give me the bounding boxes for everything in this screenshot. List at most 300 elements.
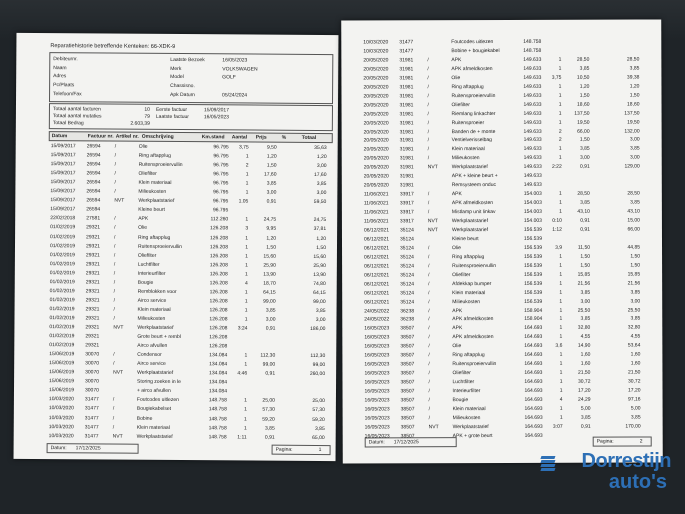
totals-label: Totaal aantal mutaties bbox=[52, 113, 102, 120]
table-cell: 156.539 bbox=[523, 235, 543, 242]
table-cell: / bbox=[428, 379, 430, 386]
table-cell: 1 bbox=[559, 414, 563, 421]
table-cell: Klein materiaal bbox=[137, 306, 171, 313]
table-cell: Foutcodes uitlezen bbox=[136, 397, 179, 404]
table-cell: 1 bbox=[559, 208, 562, 215]
table-cell: 1 bbox=[559, 325, 563, 332]
table-cell: / bbox=[427, 146, 430, 153]
table-cell: Interieurfilter bbox=[137, 270, 166, 277]
table-cell: 24,29 bbox=[578, 396, 591, 403]
table-cell: / bbox=[428, 316, 430, 323]
table-cell: 149.633 bbox=[523, 56, 542, 63]
table-cell: 3,00 bbox=[316, 190, 327, 197]
table-cell: 1,20 bbox=[629, 83, 640, 90]
table-cell: 10/03/2020 bbox=[363, 48, 389, 55]
table-cell: 31981 bbox=[399, 164, 414, 171]
table-cell: 26594 bbox=[86, 206, 101, 213]
table-cell: APK bbox=[451, 191, 462, 198]
table-cell: 156.539 bbox=[524, 280, 543, 287]
table-cell: 31981 bbox=[399, 110, 414, 117]
table-cell: 38507 bbox=[400, 361, 415, 368]
table-cell: 3:07 bbox=[552, 423, 563, 430]
table-cell: 3,00 bbox=[266, 189, 277, 196]
table-cell: 149.633 bbox=[523, 101, 542, 108]
table-cell: 35124 bbox=[400, 298, 415, 305]
table-cell: 20/05/2020 bbox=[363, 155, 389, 162]
table-cell: 01/02/2019 bbox=[49, 342, 75, 349]
table-cell: 35124 bbox=[400, 254, 414, 261]
table-cell: Afdekkap bumper bbox=[452, 280, 492, 287]
table-cell: 134.084 bbox=[209, 361, 228, 368]
table-cell: 96.795 bbox=[213, 180, 229, 187]
table-cell: 06/12/2021 bbox=[363, 236, 390, 243]
table-cell: 148.758 bbox=[208, 424, 227, 431]
table-cell: NVT bbox=[112, 433, 123, 440]
table-cell: 1 bbox=[244, 307, 248, 314]
table-cell: 06/12/2021 bbox=[364, 298, 390, 306]
table-cell: Banden de + monte bbox=[451, 128, 496, 135]
table-cell: 29321 bbox=[86, 233, 100, 240]
table-cell: 43,10 bbox=[627, 208, 640, 215]
table-cell: 20/05/2020 bbox=[363, 182, 389, 189]
table-cell: 3,85 bbox=[629, 65, 640, 72]
table-cell: 148.758 bbox=[523, 47, 542, 54]
table-cell: 3,85 bbox=[630, 289, 641, 296]
table-cell: 1 bbox=[559, 190, 562, 197]
table-cell: 3,00 bbox=[579, 155, 590, 162]
table-cell: 126.208 bbox=[209, 279, 228, 287]
table-cell: 01/02/2019 bbox=[49, 260, 75, 267]
table-cell: 38507 bbox=[400, 325, 415, 332]
table-cell: 3,6 bbox=[555, 343, 563, 350]
table-cell: / bbox=[428, 388, 430, 395]
table-cell: 16/05/2023 bbox=[364, 352, 390, 359]
table-cell: / bbox=[428, 280, 430, 287]
totals-value: 2.603,39 bbox=[130, 120, 150, 127]
table-cell: 01/02/2019 bbox=[49, 296, 75, 304]
table-cell: 37,81 bbox=[313, 226, 327, 233]
table-cell: 134.084 bbox=[208, 379, 228, 386]
table-cell: Werkplaatstarief bbox=[452, 423, 489, 431]
table-cell: Foutcodes uitlezen bbox=[451, 39, 494, 46]
table-cell: 1 bbox=[559, 378, 563, 385]
table-cell: 260,00 bbox=[309, 371, 326, 378]
table-cell: 31981 bbox=[399, 119, 414, 126]
table-cell: APK bbox=[138, 216, 149, 223]
table-cell: 3,85 bbox=[264, 425, 275, 432]
table-cell: 99,00 bbox=[312, 362, 326, 369]
table-cell: 96.795 bbox=[212, 207, 229, 214]
table-cell: 31981 bbox=[399, 173, 414, 180]
table-cell: 1 bbox=[558, 110, 562, 117]
table-cell: 27581 bbox=[86, 215, 101, 222]
table-cell: Ventielverisselbag bbox=[451, 137, 492, 144]
table-cell: 186,00 bbox=[310, 325, 326, 333]
table-cell: 1,60 bbox=[580, 360, 591, 367]
table-cell: / bbox=[428, 352, 430, 359]
table-cell: Ruitensproeiervullin bbox=[452, 262, 497, 269]
table-cell: 16/05/2023 bbox=[364, 415, 390, 422]
table-cell: / bbox=[428, 406, 430, 413]
totals-label: Totaal aantal facturen bbox=[52, 106, 101, 113]
table-cell: 129,00 bbox=[624, 163, 640, 170]
table-cell: Werkplaatstarief bbox=[451, 164, 488, 171]
table-cell: Klein materiaal bbox=[138, 179, 172, 187]
table-cell: 35124 bbox=[400, 245, 414, 252]
table-cell: 29321 bbox=[85, 279, 100, 286]
table-cell: 1 bbox=[559, 280, 563, 287]
table-cell: / bbox=[428, 254, 430, 261]
column-header: Factuur nr. bbox=[87, 133, 114, 140]
table-cell: 10/03/2020 bbox=[363, 39, 389, 46]
table-cell: 38507 bbox=[400, 424, 415, 431]
table-cell: / bbox=[112, 424, 115, 431]
table-cell: 134.084 bbox=[209, 352, 228, 359]
table-cell: 1 bbox=[244, 289, 248, 296]
table-cell: 99,00 bbox=[262, 361, 276, 368]
table-cell: 1 bbox=[245, 171, 249, 178]
table-cell: / bbox=[427, 137, 430, 144]
table-cell: 29321 bbox=[85, 261, 100, 268]
vehicle-label: Pc/Plaats bbox=[53, 82, 75, 89]
table-cell: 16/05/2023 bbox=[364, 343, 390, 350]
table-cell: 66,00 bbox=[627, 226, 640, 233]
table-cell: 10/03/2020 bbox=[48, 396, 74, 403]
report-title: Reparatiehistorie betreffende Kenteken: 66-XDK-9 bbox=[50, 43, 176, 50]
table-cell: 31981 bbox=[399, 66, 414, 73]
table-cell: 38507 bbox=[400, 388, 415, 395]
table-row bbox=[47, 432, 329, 444]
table-cell: 29321 bbox=[85, 342, 100, 349]
table-cell: 16/05/2023 bbox=[364, 424, 390, 431]
table-cell: 29321 bbox=[86, 224, 101, 231]
table-cell: 148.758 bbox=[523, 38, 542, 45]
footer-date-label: Datum: bbox=[368, 439, 385, 446]
table-cell: 28,50 bbox=[577, 190, 590, 197]
table-cell: 149.633 bbox=[523, 83, 542, 90]
table-cell: / bbox=[427, 92, 429, 99]
table-cell: 29321 bbox=[85, 270, 100, 277]
vehicle-right-label: Apk Datum bbox=[170, 91, 195, 98]
table-cell: 126.208 bbox=[209, 334, 228, 341]
table-cell: 15/06/2019 bbox=[49, 378, 75, 385]
table-cell: Werkplaatstarief bbox=[136, 433, 173, 440]
table-cell: 2 bbox=[558, 128, 562, 135]
table-cell: Ring aftapplug bbox=[451, 83, 484, 90]
table-cell: 06/12/2021 bbox=[363, 227, 390, 234]
table-cell: 148.758 bbox=[208, 397, 227, 404]
table-header bbox=[49, 131, 333, 143]
table-cell: 01/02/2019 bbox=[50, 233, 76, 240]
totals-value: 79 bbox=[144, 113, 150, 120]
table-cell: 38507 bbox=[400, 370, 415, 377]
table-cell: 3,00 bbox=[629, 136, 640, 143]
table-cell: 59,50 bbox=[313, 199, 327, 206]
dorrestijn-logo bbox=[541, 450, 671, 500]
table-cell: 3,85 bbox=[580, 289, 591, 296]
table-cell: / bbox=[112, 415, 115, 422]
table-cell: 29321 bbox=[85, 297, 100, 304]
table-cell: 30070 bbox=[84, 387, 99, 394]
table-cell: 31477 bbox=[84, 414, 99, 421]
table-cell: 15/09/2017 bbox=[50, 197, 76, 204]
report-page-1 bbox=[14, 33, 339, 461]
table-cell: 17,20 bbox=[627, 387, 641, 394]
column-header: Aantal bbox=[231, 134, 248, 141]
table-cell: / bbox=[428, 361, 430, 368]
table-cell: 20/05/2020 bbox=[363, 146, 389, 153]
table-cell: 21,56 bbox=[627, 280, 641, 287]
vehicle-label: Debiteurnr. bbox=[53, 56, 78, 63]
table-cell: / bbox=[428, 271, 430, 278]
table-cell: APK afmeldkosten bbox=[451, 65, 493, 73]
table-cell: 126.208 bbox=[209, 289, 228, 296]
table-cell: 20/05/2020 bbox=[363, 84, 389, 91]
vehicle-label: Telefoon/Fax bbox=[53, 90, 82, 98]
vehicle-right-label: Merk bbox=[170, 65, 182, 72]
table-cell: 16/05/2023 bbox=[364, 379, 390, 386]
table-cell: / bbox=[428, 298, 430, 305]
table-cell: 154.003 bbox=[523, 199, 542, 207]
table-cell: / bbox=[428, 334, 430, 341]
table-cell: 149.633 bbox=[523, 173, 542, 180]
table-cell: / bbox=[427, 110, 429, 117]
table-cell: 31477 bbox=[84, 405, 99, 412]
table-cell: 06/12/2021 bbox=[364, 289, 390, 297]
table-cell: 134.084 bbox=[208, 388, 228, 395]
table-cell: Remsysteem onduc bbox=[451, 182, 497, 189]
table-cell: 1 bbox=[245, 153, 249, 160]
table-cell: 1 bbox=[245, 253, 248, 260]
table-cell: 3,85 bbox=[629, 145, 640, 152]
table-cell: 96.795 bbox=[213, 153, 229, 160]
table-cell: 149.633 bbox=[523, 146, 542, 153]
table-cell: 3,85 bbox=[580, 414, 591, 421]
table-cell: 4,55 bbox=[630, 333, 641, 340]
table-cell: 26594 bbox=[86, 179, 101, 186]
table-cell: + airco afvullen bbox=[136, 388, 171, 395]
table-cell: 1 bbox=[245, 189, 249, 196]
table-cell: 33917 bbox=[399, 191, 414, 198]
table-cell: 01/02/2019 bbox=[49, 251, 75, 258]
table-cell: 1.05 bbox=[238, 198, 249, 205]
table-cell: 36238 bbox=[400, 307, 415, 314]
table-cell: 1,60 bbox=[580, 351, 591, 358]
table-cell: 112.260 bbox=[210, 216, 229, 223]
table-cell: 1 bbox=[559, 307, 563, 314]
table-cell: 01/02/2019 bbox=[49, 287, 75, 295]
table-cell: 96.795 bbox=[213, 189, 229, 196]
table-cell: 15/09/2017 bbox=[50, 179, 76, 186]
table-cell: 01/02/2019 bbox=[49, 242, 76, 249]
column-header: Omschrijving bbox=[141, 133, 174, 140]
table-cell: 4:46 bbox=[237, 370, 248, 377]
footer-page-label: Pagina: bbox=[596, 438, 614, 445]
table-cell: 3,85 bbox=[266, 180, 277, 187]
table-cell: 1 bbox=[558, 101, 562, 108]
footer-page: 1 bbox=[318, 447, 322, 454]
table-cell: Oliefilter bbox=[451, 101, 470, 108]
table-cell: 3,85 bbox=[265, 307, 276, 314]
table-cell: NVT bbox=[113, 324, 124, 331]
table-cell: 38507 bbox=[400, 415, 415, 422]
table-cell: 25,00 bbox=[262, 397, 275, 405]
table-cell: / bbox=[113, 270, 116, 277]
table-cell: 06/12/2021 bbox=[364, 245, 390, 252]
table-cell: 149.633 bbox=[523, 74, 542, 81]
table-cell: 112,30 bbox=[260, 352, 276, 359]
table-cell: Werkplaatstarief bbox=[451, 218, 488, 225]
table-cell: 0,91 bbox=[579, 163, 590, 171]
table-cell: 0:10 bbox=[552, 217, 562, 224]
table-cell: 156.539 bbox=[523, 262, 543, 269]
table-cell: 156.539 bbox=[523, 226, 542, 233]
table-cell: 01/02/2019 bbox=[49, 269, 75, 276]
totals-label-2: Laatste factuur bbox=[155, 113, 190, 121]
column-header: Km.stand bbox=[201, 134, 225, 141]
table-cell: 01/02/2019 bbox=[49, 278, 75, 286]
table-cell: / bbox=[428, 343, 430, 350]
table-cell: 38507 bbox=[400, 352, 415, 359]
table-cell: 33917 bbox=[399, 209, 414, 216]
table-cell: 21,56 bbox=[577, 280, 591, 287]
table-cell: 31477 bbox=[399, 39, 414, 46]
table-cell: / bbox=[427, 191, 430, 198]
table-cell: 126.208 bbox=[209, 298, 228, 305]
table-cell: 20/05/2020 bbox=[363, 128, 389, 135]
table-cell: 15/06/2019 bbox=[49, 360, 75, 367]
table-cell: 24/05/2022 bbox=[364, 316, 390, 323]
table-cell: 06/12/2021 bbox=[364, 281, 390, 288]
table-cell: 126.208 bbox=[210, 225, 229, 232]
table-cell: 26594 bbox=[86, 170, 101, 177]
table-cell: 1,50 bbox=[266, 162, 277, 169]
table-cell: 1 bbox=[243, 415, 247, 422]
table-cell: 1 bbox=[243, 425, 247, 432]
table-cell: 1 bbox=[559, 199, 562, 206]
table-cell: APK bbox=[451, 57, 462, 64]
table-cell: / bbox=[113, 252, 116, 259]
table-cell: / bbox=[114, 188, 116, 195]
table-cell: 15/06/2019 bbox=[48, 387, 75, 394]
table-cell: Remblokken voor bbox=[137, 288, 177, 295]
table-cell: 1 bbox=[559, 352, 563, 359]
table-cell: Oliefilter bbox=[452, 271, 471, 278]
table-cell: 1,50 bbox=[629, 92, 640, 99]
column-header: Datum bbox=[51, 133, 68, 140]
footer-date-box bbox=[47, 443, 139, 454]
table-cell: APK bbox=[452, 325, 463, 332]
table-cell: Luchtfilter bbox=[137, 261, 160, 268]
table-cell: 16/05/2023 bbox=[364, 397, 390, 404]
logo-line-2: auto's bbox=[608, 471, 667, 493]
table-cell: 28,50 bbox=[576, 56, 590, 63]
table-cell: 10/03/2020 bbox=[48, 405, 74, 412]
table-cell: 1 bbox=[558, 146, 562, 153]
table-cell: / bbox=[113, 261, 116, 268]
table-cell: 3,85 bbox=[580, 316, 591, 323]
table-cell: 149.633 bbox=[523, 92, 542, 99]
table-cell: 25,50 bbox=[627, 307, 641, 314]
table-cell: 1,20 bbox=[579, 83, 590, 90]
table-cell: 31477 bbox=[84, 423, 99, 431]
table-cell: 28,50 bbox=[626, 56, 640, 63]
table-cell: 38507 bbox=[400, 406, 415, 413]
table-cell: / bbox=[427, 57, 429, 64]
table-cell: 1 bbox=[558, 119, 562, 126]
table-cell: / bbox=[428, 415, 431, 422]
table-cell: 15,85 bbox=[577, 271, 591, 278]
vehicle-right-value: 16/05/2023 bbox=[222, 57, 248, 64]
table-cell: 132,00 bbox=[624, 128, 640, 135]
table-cell: 4 bbox=[244, 280, 248, 287]
table-cell: / bbox=[428, 289, 430, 296]
table-cell: 21,50 bbox=[627, 369, 641, 376]
table-cell: 26594 bbox=[86, 197, 101, 204]
table-cell: 31981 bbox=[399, 146, 414, 153]
table-cell: 0,91 bbox=[580, 217, 590, 224]
table-cell: 96.795 bbox=[213, 162, 229, 169]
table-cell: 149.633 bbox=[523, 110, 542, 117]
table-cell: 0,91 bbox=[266, 198, 277, 205]
table-cell: 15,00 bbox=[627, 217, 640, 224]
table-cell: 38507 bbox=[400, 334, 415, 341]
totals-value: 10 bbox=[144, 106, 150, 113]
table-cell: 3,85 bbox=[579, 65, 590, 72]
table-cell: Werkplaatstarief bbox=[138, 198, 175, 205]
table-cell: 25,90 bbox=[313, 262, 326, 269]
table-cell: 29321 bbox=[85, 324, 100, 331]
table-cell: 24,75 bbox=[263, 217, 277, 224]
table-cell: 164.693 bbox=[524, 378, 543, 386]
table-cell: 156.539 bbox=[524, 298, 543, 305]
table-cell: 15/09/2017 bbox=[50, 143, 76, 150]
table-cell: Klein materiaal bbox=[452, 405, 486, 413]
table-cell: 156.539 bbox=[524, 271, 543, 278]
table-cell: 1 bbox=[559, 289, 563, 296]
table-cell: 1 bbox=[558, 83, 562, 90]
totals-label-2: Eerste factuur bbox=[155, 106, 188, 114]
footer-page-box bbox=[272, 445, 331, 455]
table-cell: / bbox=[428, 263, 430, 270]
table-cell: 11/06/2021 bbox=[363, 191, 389, 198]
table-cell: / bbox=[114, 143, 117, 150]
table-cell: 38507 bbox=[400, 433, 415, 440]
table-cell: 30070 bbox=[85, 360, 100, 367]
table-cell: 16/05/2023 bbox=[364, 433, 390, 440]
table-cell: 3,85 bbox=[630, 414, 641, 421]
table-cell: 1 bbox=[558, 56, 562, 63]
table-cell: / bbox=[113, 360, 115, 367]
table-cell: 3,85 bbox=[630, 199, 640, 206]
table-cell: 20/05/2020 bbox=[363, 75, 389, 82]
column-header: % bbox=[281, 134, 287, 141]
table-cell: Ring aftapplug bbox=[452, 253, 485, 260]
vehicle-info-box bbox=[49, 52, 333, 104]
table-cell: 149.633 bbox=[523, 137, 542, 144]
table-cell: 1:12 bbox=[552, 226, 562, 233]
table-cell: 126.208 bbox=[209, 270, 228, 278]
table-cell: NVT bbox=[427, 164, 438, 171]
table-cell: 35124 bbox=[400, 271, 415, 279]
table-cell: 1,20 bbox=[316, 154, 327, 161]
table-cell: 148.758 bbox=[208, 406, 227, 413]
table-cell: 31981 bbox=[399, 155, 414, 162]
table-cell: 137,50 bbox=[624, 110, 640, 117]
footer-date-box bbox=[365, 437, 457, 447]
table-cell: Airco service bbox=[137, 297, 167, 304]
table-cell: 15/09/2017 bbox=[50, 206, 76, 213]
